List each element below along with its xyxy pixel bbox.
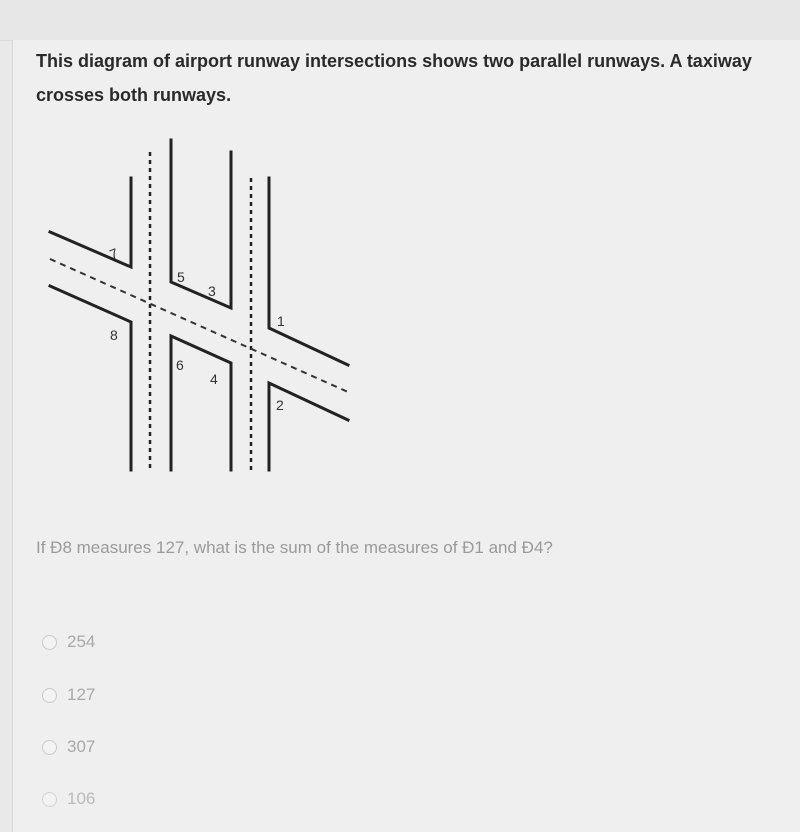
radio-button-icon[interactable]: [42, 688, 57, 703]
left-runway-edge-lower: [50, 286, 131, 470]
angle-label-2: 2: [276, 397, 284, 413]
taxiway-centerline: [50, 259, 348, 392]
left-runway-edge-upper: [50, 178, 131, 267]
angle-label-5: 5: [177, 269, 185, 285]
angle-label-6: 6: [176, 357, 184, 373]
answer-option-3[interactable]: [42, 735, 95, 759]
angle-label-4: 4: [210, 371, 218, 387]
answer-option-label: 127: [67, 685, 96, 704]
radio-button-icon[interactable]: [42, 740, 57, 755]
angle-label-1: 1: [277, 313, 285, 329]
question-text: [36, 44, 796, 112]
angle-label-8: 8: [110, 327, 118, 343]
answer-option-2[interactable]: [42, 683, 95, 707]
answer-option-label: 106: [67, 789, 96, 808]
runway-diagram: [30, 130, 370, 490]
question-line-1: This diagram of airport runway intersections shows two parallel runways. A taxiway: [36, 51, 752, 71]
top-bar: [0, 0, 800, 41]
question-line-2: crosses both runways.: [36, 85, 232, 105]
right-runway-edge-upper: [269, 178, 348, 365]
answer-option-label: 254: [67, 632, 96, 651]
angle-label-3: 3: [208, 283, 216, 299]
answer-option-4[interactable]: [42, 787, 95, 811]
answer-option-label: 307: [67, 737, 96, 756]
sub-question-text: If Ð8 measures 127, what is the sum of the measures of Ð1 and Ð4?: [36, 538, 553, 557]
answer-option-1[interactable]: [42, 630, 95, 654]
radio-button-icon[interactable]: [42, 792, 57, 807]
radio-button-icon[interactable]: [42, 635, 57, 650]
angle-label-7: 7: [107, 244, 121, 263]
